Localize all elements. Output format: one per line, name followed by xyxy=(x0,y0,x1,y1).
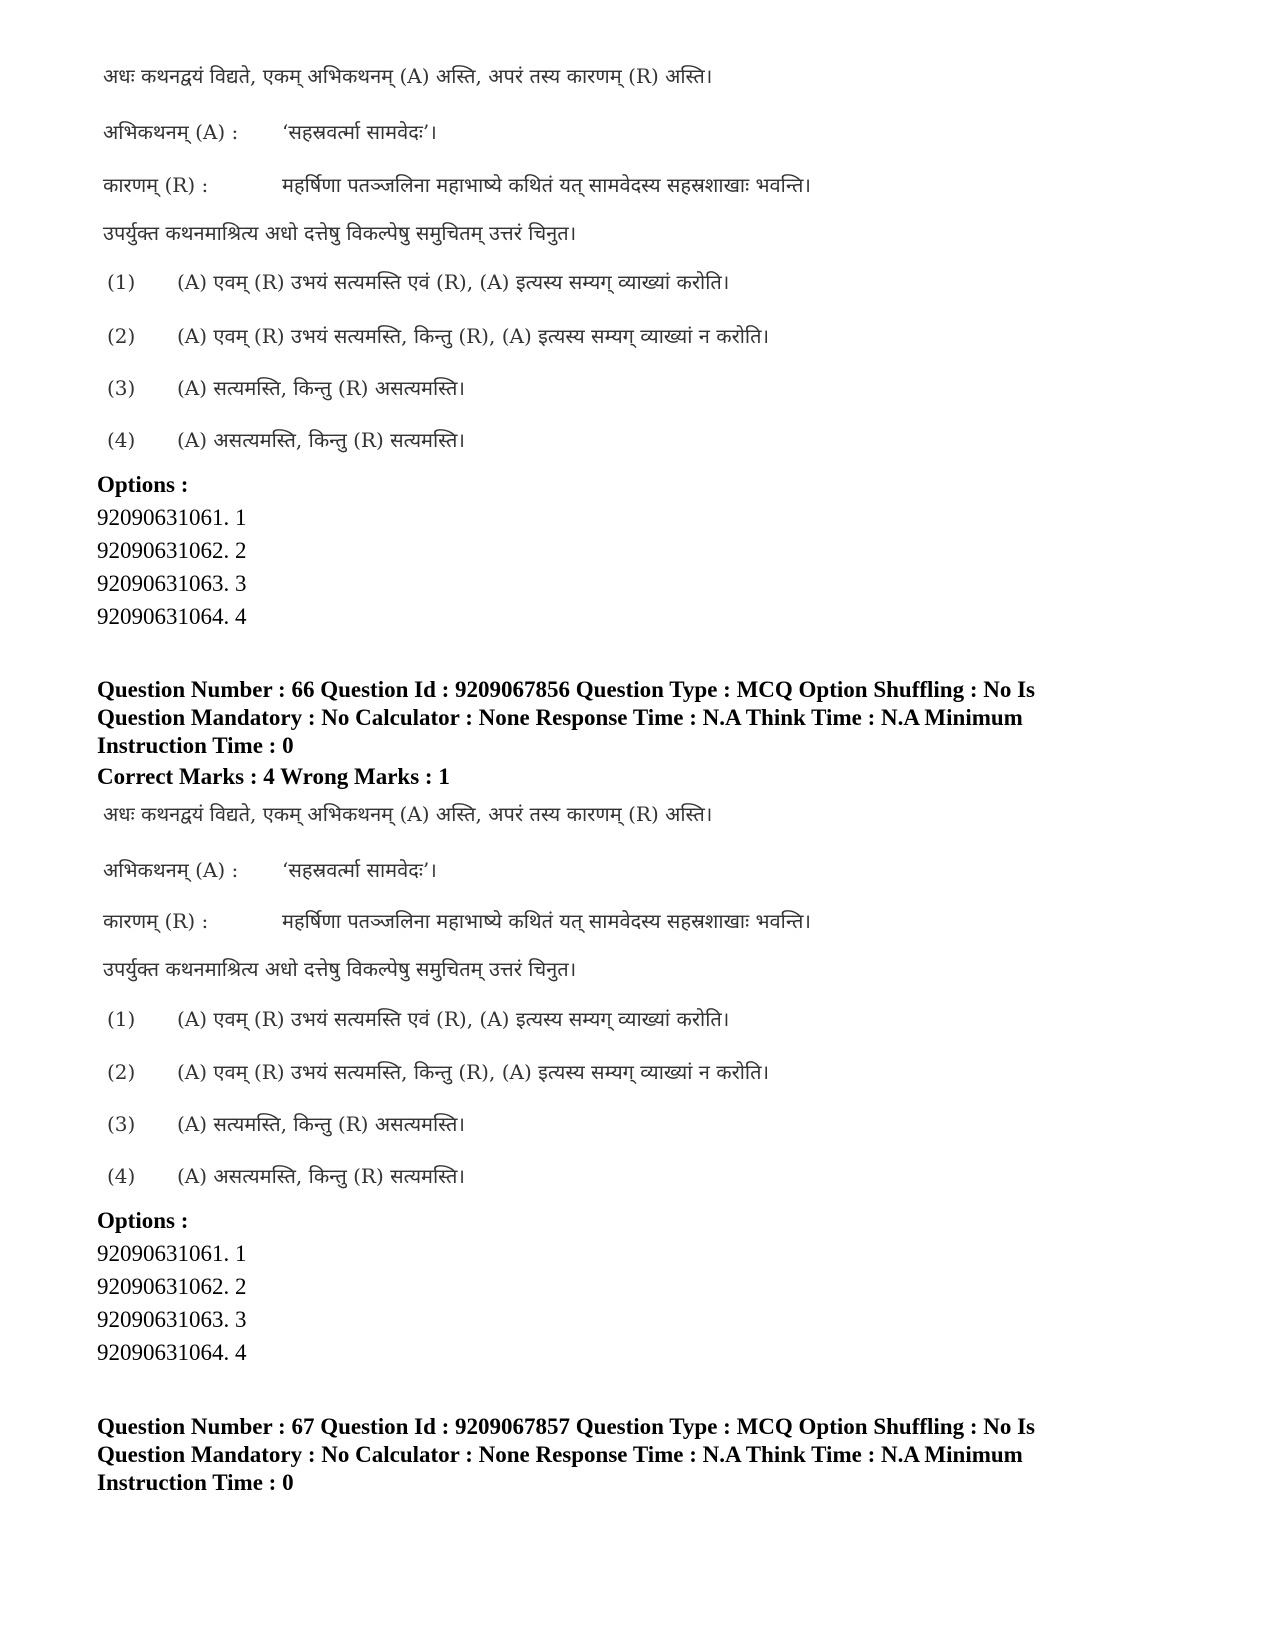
question-intro: अधः कथनद्वयं विद्यते, एकम् अभिकथनम् (A) अस्ति, अपरं तस्य कारणम् (R) अस्ति। xyxy=(103,802,713,826)
option-item: 92090631063. 3 xyxy=(97,1307,247,1332)
choice-text: (A) एवम् (R) उभयं सत्यमस्ति, किन्तु (R), (A) इत्यस्य सम्यग् व्याख्यां न करोति। xyxy=(177,324,770,348)
option-item: 92090631063. 3 xyxy=(97,571,247,596)
choice-number: (4) xyxy=(107,428,136,452)
choice-text: (A) एवम् (R) उभयं सत्यमस्ति एवं (R), (A) इत्यस्य सम्यग् व्याख्यां करोति। xyxy=(177,270,730,294)
choice-number: (2) xyxy=(107,1060,136,1084)
options-label: Options : xyxy=(97,472,189,497)
choice-number: (3) xyxy=(107,1112,136,1136)
question-66-marks: Correct Marks : 4 Wrong Marks : 1 xyxy=(97,764,450,789)
question-67-header xyxy=(97,1413,1035,1497)
choice-number: (1) xyxy=(107,1007,136,1031)
header-line: Question Number : 67 Question Id : 9209067857 Question Type : MCQ Option Shuffling : No Is xyxy=(97,1414,1036,1439)
header-line: Instruction Time : 0 xyxy=(97,733,294,758)
assertion-text: ‘सहस्रवर्त्मा सामवेदः’। xyxy=(282,120,437,144)
assertion-label: अभिकथनम् (A) : xyxy=(103,120,239,144)
choice-text: (A) असत्यमस्ति, किन्तु (R) सत्यमस्ति। xyxy=(177,1164,465,1188)
header-line: Instruction Time : 0 xyxy=(97,1470,294,1495)
choice-text: (A) एवम् (R) उभयं सत्यमस्ति, किन्तु (R), (A) इत्यस्य सम्यग् व्याख्यां न करोति। xyxy=(177,1060,770,1084)
reason-text: महर्षिणा पतञ्जलिना महाभाष्ये कथितं यत् सामवेदस्य सहस्रशाखाः भवन्ति। xyxy=(282,909,812,933)
option-item: 92090631062. 2 xyxy=(97,538,247,563)
reason-text: महर्षिणा पतञ्जलिना महाभाष्ये कथितं यत् सामवेदस्य सहस्रशाखाः भवन्ति। xyxy=(282,173,812,197)
header-line: Question Mandatory : No Calculator : None Response Time : N.A Think Time : N.A Minimum xyxy=(97,1442,1023,1467)
choice-number: (4) xyxy=(107,1164,136,1188)
options-label: Options : xyxy=(97,1208,189,1233)
option-item: 92090631061. 1 xyxy=(97,1241,247,1266)
question-intro: अधः कथनद्वयं विद्यते, एकम् अभिकथनम् (A) अस्ति, अपरं तस्य कारणम् (R) अस्ति। xyxy=(103,64,713,88)
instruction: उपर्युक्त कथनमाश्रित्य अधो दत्तेषु विकल्पेषु समुचितम् उत्तरं चिनुत। xyxy=(103,221,577,245)
header-line: Question Number : 66 Question Id : 9209067856 Question Type : MCQ Option Shuffling : No Is xyxy=(97,677,1036,702)
choice-number: (1) xyxy=(107,270,136,294)
choice-text: (A) असत्यमस्ति, किन्तु (R) सत्यमस्ति। xyxy=(177,428,465,452)
assertion-label: अभिकथनम् (A) : xyxy=(103,858,239,882)
instruction: उपर्युक्त कथनमाश्रित्य अधो दत्तेषु विकल्पेषु समुचितम् उत्तरं चिनुत। xyxy=(103,957,577,981)
choice-number: (3) xyxy=(107,376,136,400)
assertion-text: ‘सहस्रवर्त्मा सामवेदः’। xyxy=(282,858,437,882)
choice-text: (A) सत्यमस्ति, किन्तु (R) असत्यमस्ति। xyxy=(177,376,465,400)
question-66-header xyxy=(97,676,1035,760)
option-item: 92090631062. 2 xyxy=(97,1274,247,1299)
option-item: 92090631064. 4 xyxy=(97,604,247,629)
choice-text: (A) एवम् (R) उभयं सत्यमस्ति एवं (R), (A) इत्यस्य सम्यग् व्याख्यां करोति। xyxy=(177,1007,730,1031)
header-line: Question Mandatory : No Calculator : None Response Time : N.A Think Time : N.A Minimum xyxy=(97,705,1023,730)
choice-text: (A) सत्यमस्ति, किन्तु (R) असत्यमस्ति। xyxy=(177,1112,465,1136)
option-item: 92090631064. 4 xyxy=(97,1340,247,1365)
reason-label: कारणम् (R) : xyxy=(103,909,209,933)
reason-label: कारणम् (R) : xyxy=(103,173,209,197)
choice-number: (2) xyxy=(107,324,136,348)
option-item: 92090631061. 1 xyxy=(97,505,247,530)
